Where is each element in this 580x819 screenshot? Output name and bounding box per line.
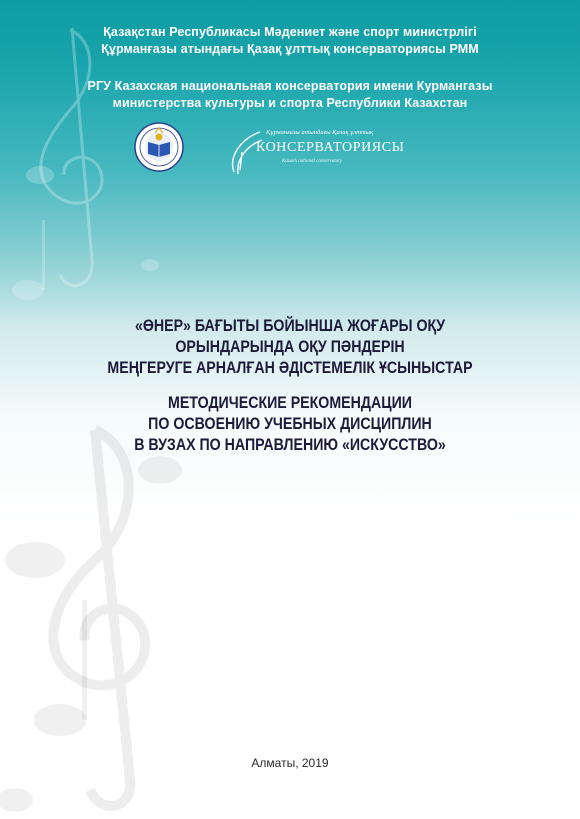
header-russian xyxy=(0,78,580,112)
title-kazakh xyxy=(41,316,540,379)
title-ru-line-2: ПО ОСВОЕНИЮ УЧЕБНЫХ ДИСЦИПЛИН xyxy=(148,415,432,433)
title-russian xyxy=(41,393,540,456)
treble-clef-icon xyxy=(53,430,145,806)
treble-clef-icon xyxy=(41,28,102,286)
title-kz-line-3: МЕҢГЕРУГЕ АРНАЛҒАН ӘДІСТЕМЕЛІК ҰСЫНЫСТАР xyxy=(107,359,473,377)
music-notes-icon xyxy=(12,166,159,300)
header-kazakh xyxy=(0,24,580,58)
conservatory-small-text: Құрманғазы атындағы Қазақ ұлттық xyxy=(266,129,374,136)
conservatory-tagline: Kazakh national conservatory xyxy=(282,159,343,164)
conservatory-name: КОНСЕРВАТОРИЯСЫ xyxy=(256,140,405,155)
title-ru-line-1: МЕТОДИЧЕСКИЕ РЕКОМЕНДАЦИИ xyxy=(168,394,412,412)
header-kz-line-2: Құрманғазы атындағы Қазақ ұлттық консерваториясы РММ xyxy=(101,42,479,56)
title-ru-line-3: В ВУЗАХ ПО НАПРАВЛЕНИЮ «ИСКУССТВО» xyxy=(134,436,446,454)
publication-place-year: Алматы, 2019 xyxy=(251,756,329,770)
title-kz-line-2: ОРЫНДАРЫНДА ОҚУ ПӘНДЕРІН xyxy=(175,338,405,356)
header-ru-line-2: министерства культуры и спорта Республики Казахстан xyxy=(112,96,468,110)
university-emblem-icon xyxy=(134,121,184,173)
title-kz-line-1: «ӨНЕР» БАҒЫТЫ БОЙЫНША ЖОҒАРЫ ОҚУ xyxy=(134,317,446,335)
conservatory-logo xyxy=(226,126,406,178)
header-ru-line-1: РГУ Казахская национальная консерватория имени Курмангазы xyxy=(87,79,493,93)
header-kz-line-1: Қазақстан Республикасы Мәдениет және спорт министрлігі xyxy=(103,25,477,39)
